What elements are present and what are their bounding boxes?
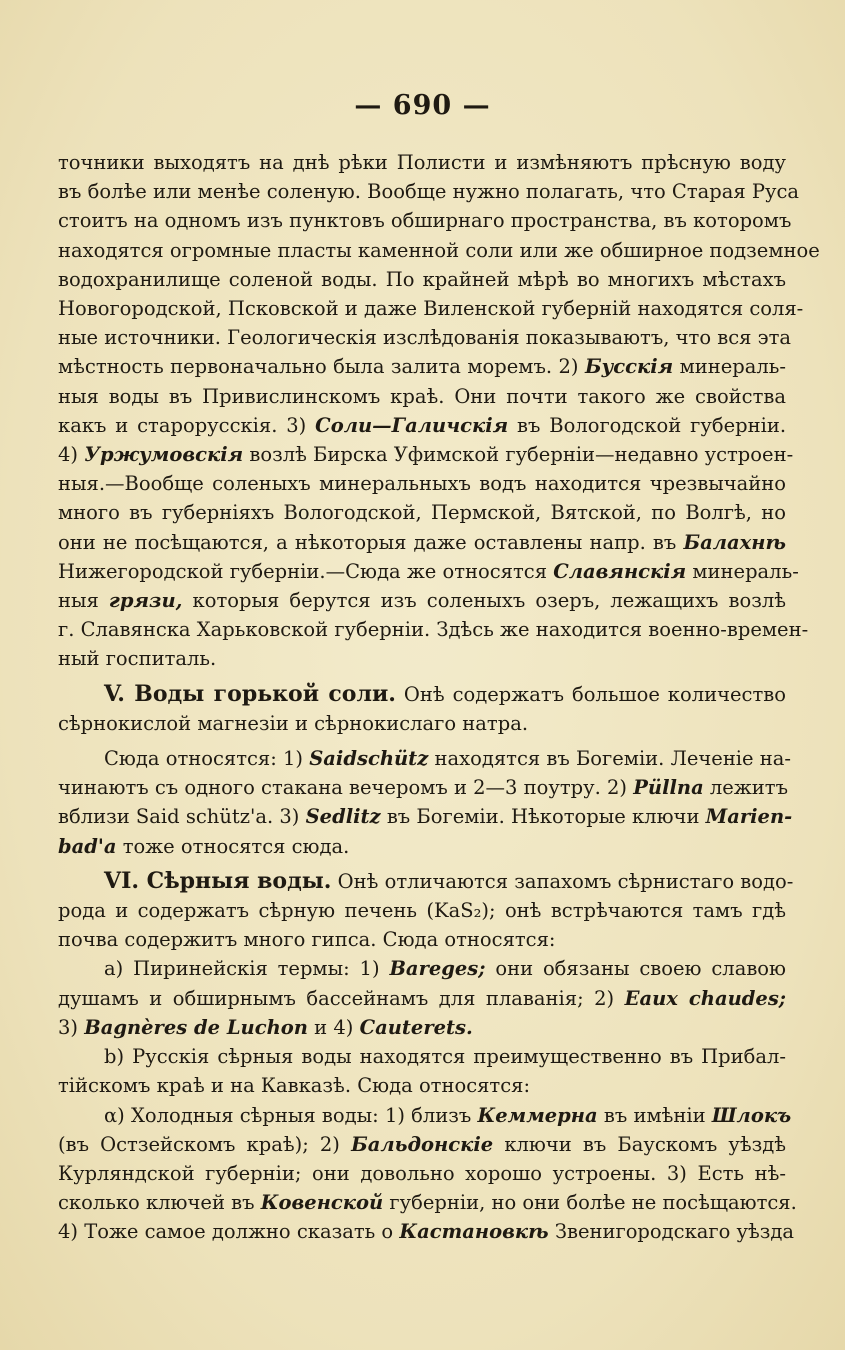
text-line [58,954,786,983]
text-line [58,984,786,1013]
text-run: чинаютъ съ одного стакана вечеромъ и 2—3 поутру. 2) [58,776,628,800]
text-line [58,802,793,831]
text-line [58,773,786,802]
text-line [58,744,791,773]
text-run: Нижегородской губерніи.—Сюда же относятся [58,559,547,583]
text-run: душамъ и обширнымъ бассейнамъ для плаванія; 2) [58,986,615,1010]
text-line: водохранилище соленой воды. По крайней мѣрѣ во многихъ мѣстахъ [58,267,786,291]
text-line [58,440,794,469]
text-line: рода и содержатъ сѣрную печень (KaS₂); онѣ встрѣчаются тамъ гдѣ [58,899,786,923]
text-line: стоитъ на одномъ изъ пунктовъ обширнаго пространства, въ которомъ [58,209,792,233]
italic-term: Sedlitz [305,805,381,829]
italic-term: Уржумовскія [84,443,244,467]
italic-term: Бусскія [584,355,674,379]
text-line: г. Славянска Харьковской губерніи. Здѣсь же находится военно-времен- [58,618,809,642]
italic-term: bad'a [58,834,117,858]
text-line [58,1130,786,1159]
text-run: какъ и старорусскія. 3) [58,413,307,437]
text-run: 4) [58,443,79,467]
italic-term: Bareges; [389,957,486,981]
text-line: ный госпиталь. [58,647,217,671]
text-line: много въ губерніяхъ Вологодской, Пермской, Вятской, по Волгѣ, но [58,501,786,525]
text-line [58,557,799,586]
text-run: a) Пиринейскія термы: 1) [104,957,380,981]
section-heading: V. Воды горькой соли. [104,680,396,707]
text-line: ныя воды въ Привислинскомъ краѣ. Они почти такого же свойства [58,384,786,408]
italic-term: Marien- [705,805,793,829]
text-line [58,528,786,557]
text-run: 4) Тоже самое должно сказать о [58,1220,394,1244]
italic-term: Соли—Галичскія [315,413,509,437]
italic-term: грязи, [108,589,183,613]
section-heading: VI. Сѣрныя воды. [104,867,332,894]
text-line: тійскомъ краѣ и на Кавказѣ. Сюда относятся: [58,1074,531,1098]
text-run: минераль- [692,559,799,583]
italic-term: Eaux chaudes; [624,986,787,1010]
italic-term: Кеммерна [477,1103,598,1127]
text-run: они обязаны своею славою [495,957,787,981]
text-run: сколько ключей въ [58,1191,255,1215]
italic-term: Бальдонскіе [351,1132,494,1156]
text-line: сѣрнокислой магнезіи и сѣрнокислаго натра. [58,711,529,735]
italic-term: Bagnères de Luchon [84,1015,308,1039]
text-line: точники выходятъ на днѣ рѣки Полисти и измѣняютъ прѣсную воду [58,151,786,174]
italic-term: Cauterets. [359,1015,473,1039]
text-run: минераль- [679,355,787,379]
italic-term: Балахнѣ [683,530,786,554]
text-line: Новогородской, Псковской и даже Виленской губерній находятся соля- [58,297,804,321]
body-text [58,148,820,1247]
text-line [58,586,786,615]
text-line: ные источники. Геологическія изслѣдованія показываютъ, что вся эта [58,326,791,350]
italic-term: Ковенской [260,1191,384,1215]
text-run: Сюда относятся: 1) [104,747,304,771]
text-run: (въ Остзейскомъ краѣ); 2) [58,1132,340,1156]
text-line: въ болѣе или менѣе соленую. Вообще нужно полагать, что Старая Руса [58,180,800,204]
text-run: въ Вологодской губерніи. [517,413,787,437]
text-run: Онѣ содержатъ большое количество [403,682,786,706]
text-run: вблизи Said schütz'a. 3) [58,805,300,829]
text-run: ныя [58,589,99,613]
text-run: они не посѣщаются, а нѣкоторыя даже оставлены напр. въ [58,530,677,554]
text-line [58,1188,797,1217]
text-run: находятся въ Богеміи. Леченіе на- [434,747,791,771]
text-run: Онѣ отличаются запахомъ сѣрнистаго водо- [337,869,794,893]
italic-term: Saidschütz [309,747,429,771]
text-line: ныя.—Вообще соленыхъ минеральныхъ водъ находится чрезвычайно [58,472,786,496]
italic-term: Славянскія [553,559,687,583]
text-line [58,1101,792,1130]
text-line [58,1217,795,1246]
text-run: мѣстность первоначально была залита моремъ. [58,355,553,379]
section-vi-heading-line [58,867,794,896]
text-run: α) Холодныя сѣрныя воды: 1) близъ [104,1103,472,1127]
text-line [58,411,786,440]
text-line: находятся огромные пласты каменной соли или же обширное подземное [58,238,820,262]
text-run: ключи въ Баускомъ уѣздѣ [504,1132,787,1156]
italic-term: Püllna [633,776,704,800]
text-run: Звенигородскаго уѣзда [554,1220,795,1244]
text-run: губерніи, но они болѣе не посѣщаются. [389,1191,797,1215]
text-line [58,1013,786,1042]
text-run: и 4) [314,1015,354,1039]
text-run: 2) [558,355,579,379]
text-run: 3) [58,1015,79,1039]
text-line: почва содержитъ много гипса. Сюда относятся: [58,928,556,952]
text-line: Курляндской губерніи; они довольно хорошо устроены. 3) Есть нѣ- [58,1161,786,1185]
text-run: которыя берутся изъ соленыхъ озеръ, лежащихъ возлѣ [192,589,787,613]
italic-term: Кастановкѣ [399,1220,549,1244]
text-line [58,352,786,381]
text-line: b) Русскія сѣрныя воды находятся преимущественно въ Прибал- [104,1045,786,1069]
text-run: возлѣ Бирска Уфимской губерніи—недавно устроен- [249,443,794,467]
text-run: лежитъ [709,776,788,800]
text-run: тоже относятся сюда. [122,834,350,858]
page-number: — 690 — [354,90,491,121]
section-v-heading-line [58,680,786,709]
italic-term: Шлокъ [711,1103,792,1127]
text-run: въ имѣніи [603,1103,706,1127]
text-run: въ Богеміи. Нѣкоторые ключи [386,805,700,829]
text-line [58,832,786,861]
